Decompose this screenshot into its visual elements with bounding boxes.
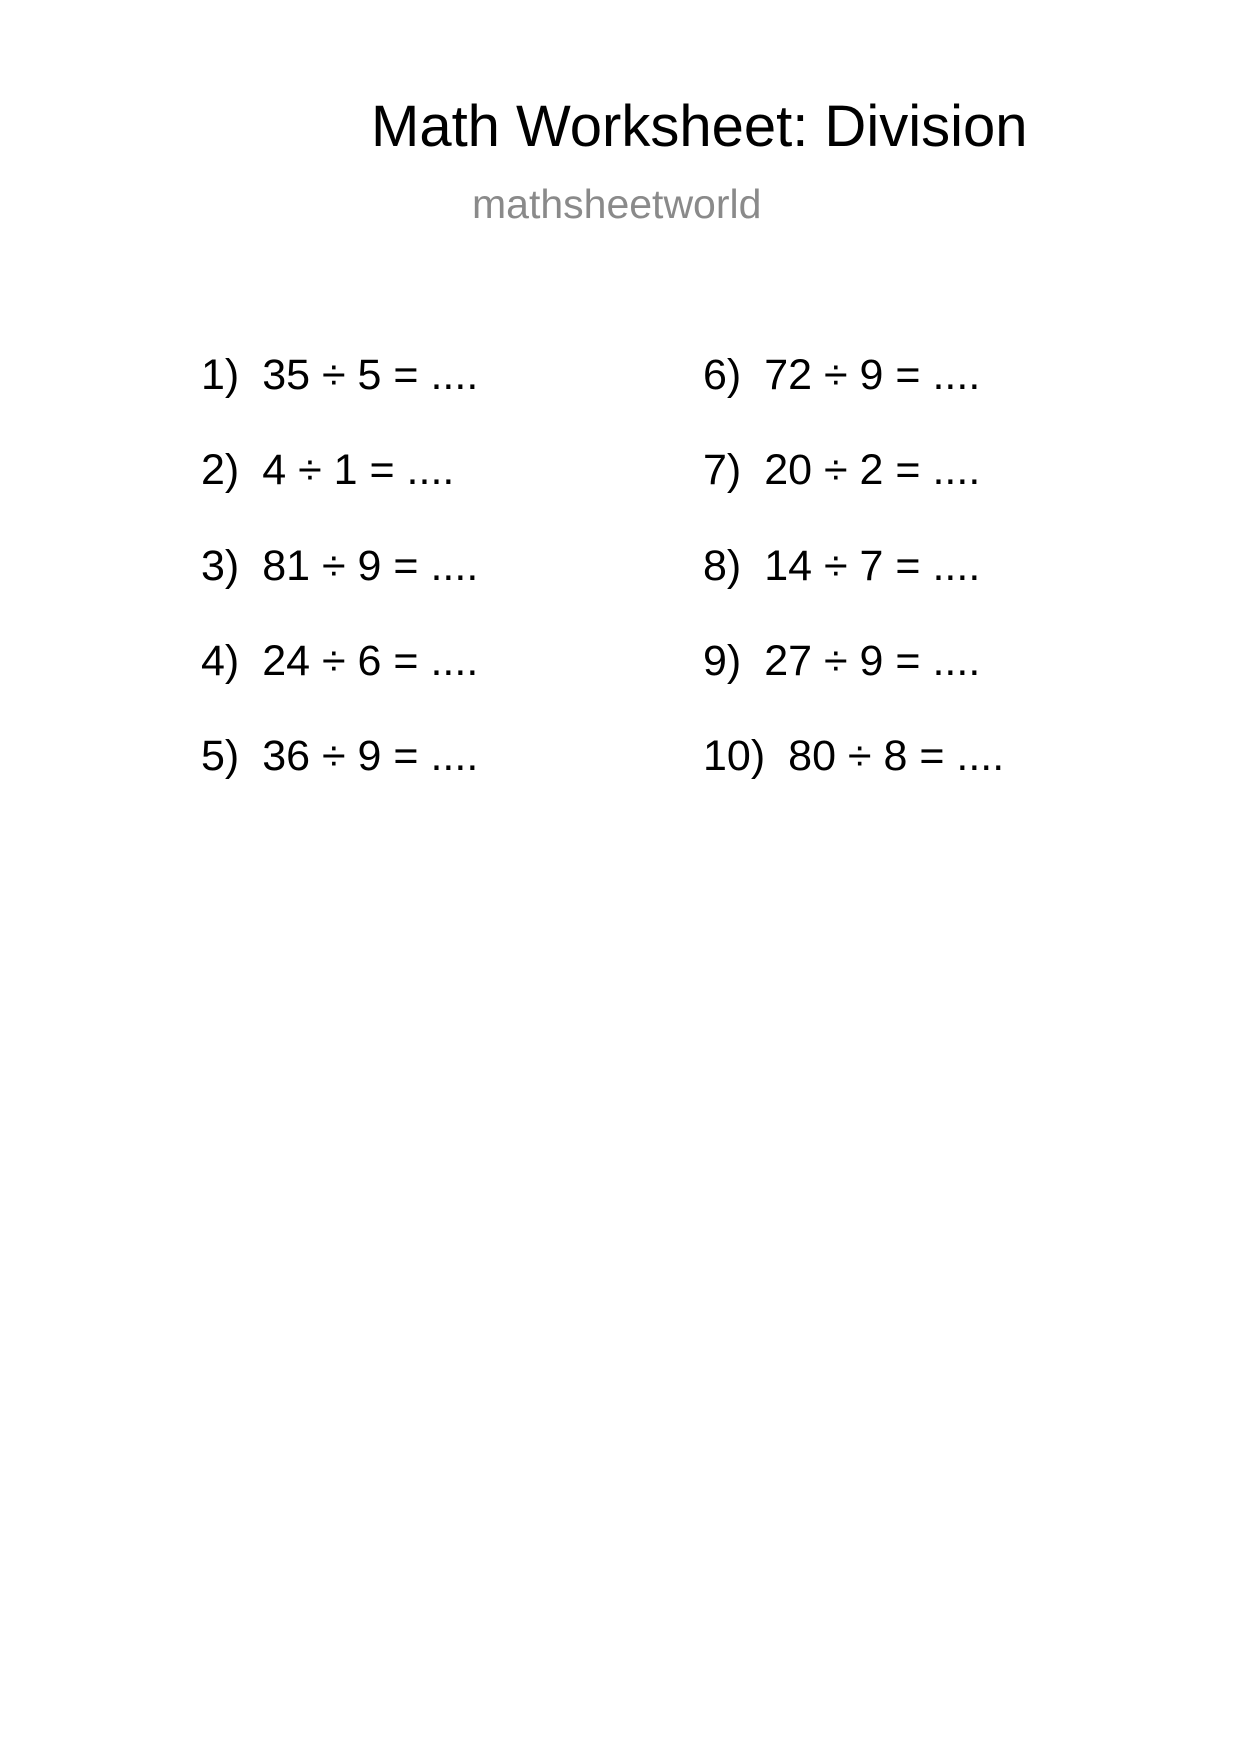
problem-expression: 81 ÷ 9 = ....	[262, 542, 479, 590]
problem-item	[201, 637, 479, 685]
problem-item	[703, 732, 1005, 780]
problem-number: 1)	[201, 351, 240, 399]
problem-expression: 4 ÷ 1 = ....	[262, 446, 455, 494]
problem-item	[201, 542, 479, 590]
problem-expression: 20 ÷ 2 = ....	[764, 446, 981, 494]
problem-number: 10)	[703, 732, 766, 780]
problem-number: 3)	[201, 542, 240, 590]
problem-number: 2)	[201, 446, 240, 494]
problem-expression: 36 ÷ 9 = ....	[262, 732, 479, 780]
problem-number: 7)	[703, 446, 742, 494]
problem-item	[201, 732, 479, 780]
problem-expression: 27 ÷ 9 = ....	[764, 637, 981, 685]
problem-number: 6)	[703, 351, 742, 399]
problem-expression: 24 ÷ 6 = ....	[262, 637, 479, 685]
problem-expression: 14 ÷ 7 = ....	[764, 542, 981, 590]
problem-number: 4)	[201, 637, 240, 685]
problem-item	[201, 446, 455, 494]
problem-item	[703, 637, 981, 685]
problem-expression: 80 ÷ 8 = ....	[788, 732, 1005, 780]
problem-expression: 72 ÷ 9 = ....	[764, 351, 981, 399]
problem-number: 5)	[201, 732, 240, 780]
problem-item	[703, 446, 981, 494]
site-name: mathsheetworld	[472, 181, 762, 227]
page-title: Math Worksheet: Division	[371, 94, 1028, 159]
problem-number: 8)	[703, 542, 742, 590]
problem-item	[201, 351, 479, 399]
problem-number: 9)	[703, 637, 742, 685]
problem-expression: 35 ÷ 5 = ....	[262, 351, 479, 399]
problem-item	[703, 351, 981, 399]
problem-item	[703, 542, 981, 590]
